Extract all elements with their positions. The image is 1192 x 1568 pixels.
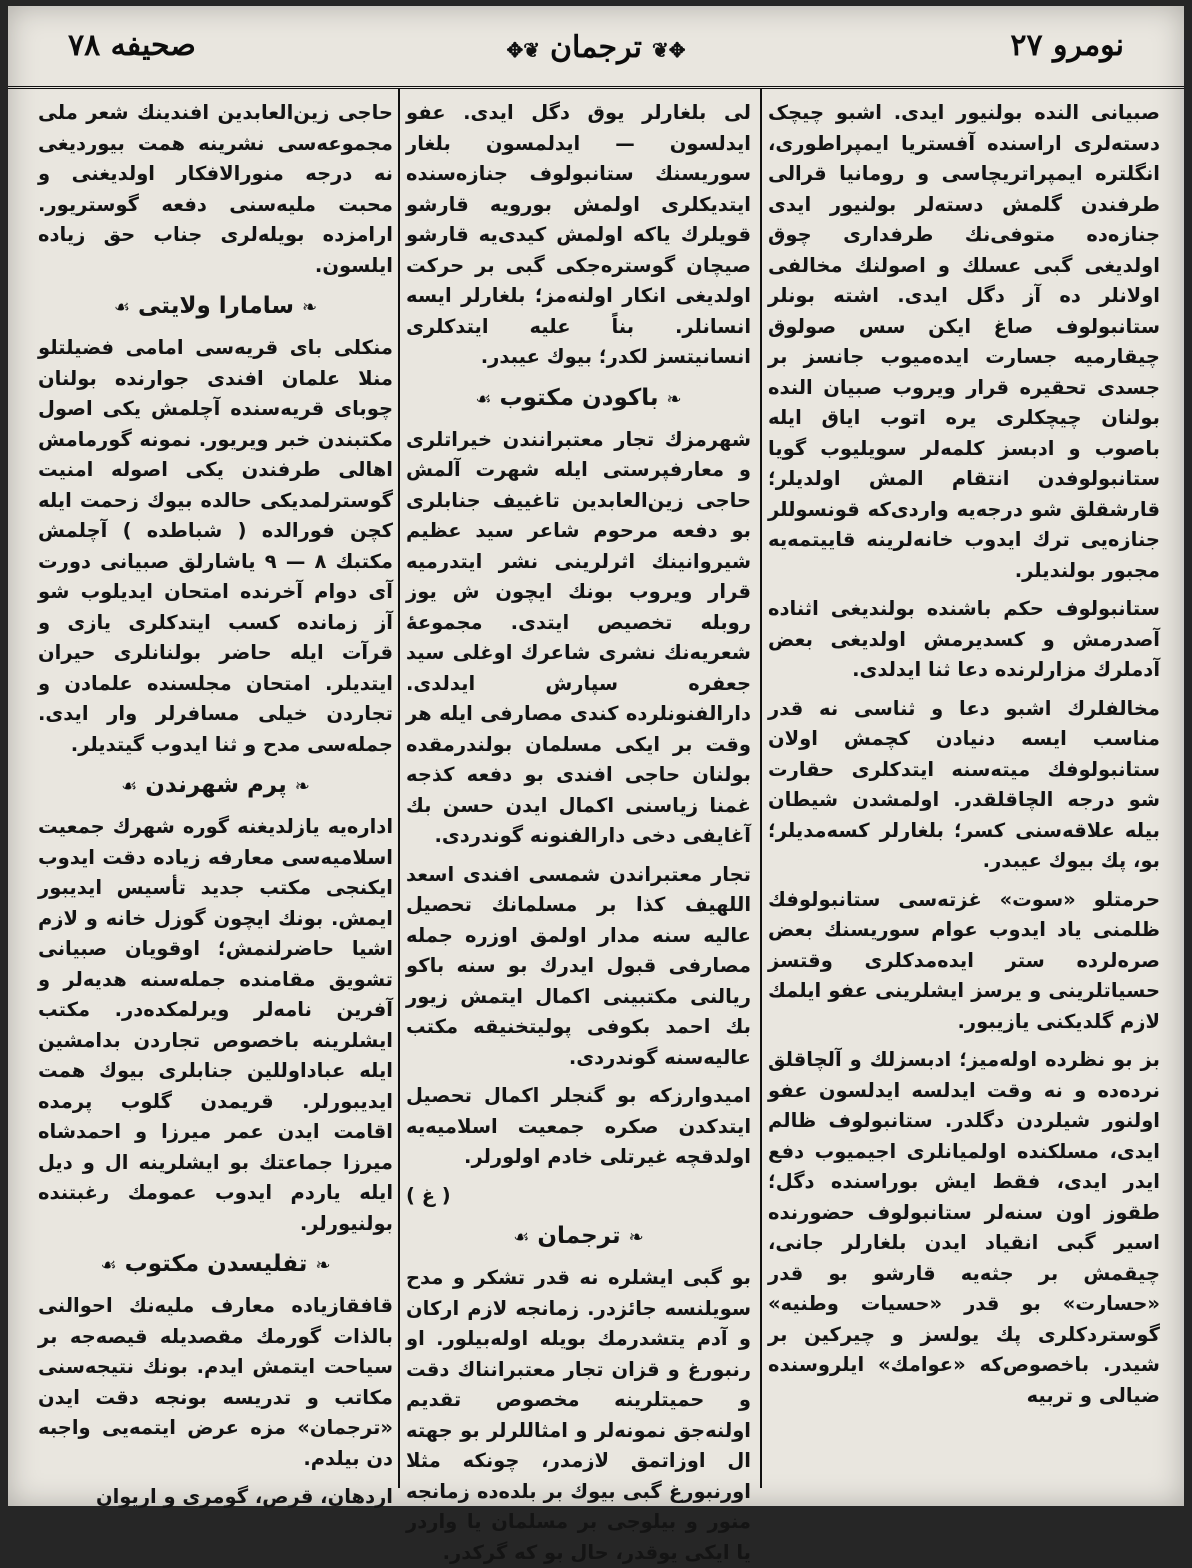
issue-number: نومرو ۲۷: [1010, 28, 1124, 63]
article-paragraph: حرمتلو «سوت» غزته‌سی ستانبولوفك ظلمنی یاد ایدوب عوام سوریسنك بعض صره‌لرده ستر ایده‌مدکلری وقتسز حسیاتلرینی و یرسز ایشلرینی عفو ایلمك لازم گلدیکنی یازیبور.: [768, 887, 1160, 1033]
article-paragraph: بو گبی ایشلره نه قدر تشکر و مدح سویلنسه جائزدر. زمانجه لازم ارکان و آدم یتشدرمك بویله اوله‌بیلور. او رنبورغ و قزان تجار معتبرانناك دقت و حمیتلرینه مخصوص تقدیم اولنه‌جق نمونه‌لر و امثاللرلر بو جهته ال اوزاتمق لازمدر، چونکه مثلا اورنبورغ گبی بیوك بر بلده‌ده زمانجه منور و بیلوجی بر مسلمان یا واردر یا ایکی یوقدر، حال بو که گرکدر.: [406, 1266, 751, 1564]
section-heading: [38, 770, 393, 802]
newspaper-page: [8, 6, 1184, 1564]
masthead: [8, 30, 1184, 65]
section-heading: [38, 291, 393, 323]
article-paragraph: اداره‌یه یازلدیغنه گوره شهرك جمعیت اسلامیه‌سی معارفه زیاده دقت ایدوب ایکنجی مکتب جدید تأسیس ایدیبور ایمش. بونك ایچون گوزل خانه و لازم اشیا حاضرلنمش؛ اوقویان صبیانی تشویق مقامنده جمله‌سنه هدیه‌لر و آفرین نامه‌لر ویرلمکده‌در. مکتب ایشلرینه باخصوص تجاردن بدامشین ایله عباداوللین جنابلری بیوك همت ایدیبورلر. قریمدن گلوب پرمده اقامت ایدن عمر میرزا و احمدشاه میرزا جماعتك بو ایشلرینه ال و دیل ایله یاردم ایدوب عمومك رغبتنده بولنیورلر.: [38, 815, 393, 1235]
heading-text: ترجمان: [537, 1223, 621, 1249]
section-heading: [38, 1249, 393, 1281]
article-paragraph: صبیانی النده بولنیور ایدی. اشبو چیچک دسته‌لری اراسنده آفستریا ایمپراطوری، انگلتره ایمپراتریچاسی و رومانیا قرالی طرفندن گلمش دسته‌لر بولنیور ایدی جنازه‌ده متوفی‌نك طرفداری چوق اولدیغی گبی عسلك و اصولنك مخالفی اولانلر ده آز دگل ایدی. اشته بونلر ستانبولوف صاغ ایکن سس صولوق چیقارمیه جسارت ایده‌میوب جانسز بر جسدی تحقیره قرار ویروب صبیان النده بولنان چیچکلری یره اتوب ایاق ایله باصوب و ادبسز کلمه‌لر سویلیوب گویا ستانبولوفدن انتقام المش اولدیلر؛ قارشقلق شو درجه‌یه واردی‌که قونسوللر جنازه‌یی ترك ایدوب خانه‌لرینه قاییتمه‌یه مجبور بولندیلر.: [768, 101, 1160, 582]
article-paragraph: منکلی بای قریه‌سی امامی فضیلتلو منلا علمان افندی جوارنده بولنان چوبای قریه‌سنده آچلمش یکی اصول مکتبندن خبر ویریور. نمونه گورمامش اهالی طرفندن یکی اصوله امنیت گوسترلمدیکی حالده بیوك زحمت ایله کچن فورالده ( شباطده ) آچلمش مکتبك ۸ — ۹ یاشارلق صبیانی دورت آی دوام آخرنده امتحان ایدیلوب شو آز زمانده کسب ایتدکلری یازی و قرآت ایله حاضر بولنانلری حیران ایتدیلر. امتحان مجلسنده علمادن و تجاردن خیلی مسافرلر وار ایدی. جمله‌سی مدح و ثنا ایدوب گیتدیلر.: [38, 336, 394, 756]
article-paragraph: اردهان، قرص، گومری و اریوان: [95, 1485, 393, 1508]
fleuron-icon: ☙: [475, 388, 492, 410]
heading-text: سامارا ولایتی: [138, 293, 295, 319]
fleuron-icon: ❧: [302, 297, 318, 318]
page-header: [8, 26, 1184, 89]
signature: ( غ ): [406, 1183, 451, 1207]
heading-text: باکودن مکتوب: [499, 384, 659, 411]
fleuron-icon: ☙: [121, 776, 138, 797]
article-paragraph: قافقازیاده معارف ملیه‌نك احوالنی بالذات گورمك مقصدیله قیصه‌جه بر سیاحت ایتمش ایدم. بونك نتیجه‌سنی مکاتب و تدریسه بونجه دقت ایدن «ترجمان» مزه عرض ایتمه‌یی واجبه دن بیلدم.: [38, 1294, 393, 1470]
article-paragraph: شهرمزك تجار معتبرانندن خیراتلری و معارفپرستی ایله شهرت آلمش حاجی زین‌العابدین تاغییف جنابلری بو دفعه مرحوم شاعر سید عظیم شیروانینك اثرلرینی نشر ایتدرمیه قرار ویروب بونك ایچون ش یوز روبله تخصیص ایتدی. مجموعهٔ شعریه‌نك نشری شاعرك اوغلی سید جعفره سپارش ایدلدی. دارالفنونلرده کندی مصارفی ایله هر وقت بر ایکی مسلمان بولندرمقده بولنان حاجی افندی بو دفعه کذجه غمنا زیاسنی اکمال ایدن حسن بك آغایفی دخی دارالفنونه گوندردی.: [406, 427, 751, 847]
column-divider-right: [760, 88, 762, 1488]
section-heading: [406, 383, 751, 415]
heading-text: تفلیسدن مکتوب: [124, 1251, 308, 1277]
page-number: صحیفه ۷۸: [68, 28, 196, 63]
fleuron-icon: ❧: [294, 776, 310, 797]
fleuron-icon: ☙: [100, 1255, 117, 1276]
fleuron-icon: ❧: [666, 388, 682, 410]
right-ornament-icon: ❦✥: [651, 38, 686, 62]
fleuron-icon: ❧: [315, 1255, 331, 1276]
section-heading: [406, 1221, 751, 1253]
paper-title: ترجمان: [550, 30, 642, 65]
article-paragraph: تجار معتبراندن شمسی افندی اسعد اللهیف کذا بر مسلمانك تحصیل عالیه سنه مدار اولمق اوزره جمله مصارفی قبول ایدرك بو سنه باکو ریالنی مکتبینی اکمال ایتمش زیور بك احمد بکوفی پولیتخنیقه مکتب عالیه‌سنه گوندردی.: [406, 862, 751, 1069]
article-paragraph: بز بو نظرده اوله‌میز؛ ادبسزلك و آلچاقلق نرده‌ده و نه وقت ایدلسه ایدلسون عفو اولنور شیلردن دگلدر. ستانبولوف ظالم ایدی، مسلکنده اولمیانلری اجیمیوب دفع ایدر ایدی، فقط ایش بوراسنده دگل؛ طقوز اون سنه‌لر ستانبولوف حضورنده اسیر گبی انقیاد ایدن بلغارلر جانی، چیقمش بر جثه‌یه قارشو بو قدر «حسارت» بو قدر «حسیات وطنیه» گوستردکلری پك یولسز و چیرکین بر شیدر. باخصوص‌که «عوامك» ایلروسنده ضیالی و تربیه: [768, 1048, 1160, 1407]
fleuron-icon: ❧: [628, 1227, 644, 1248]
article-paragraph: حاجی زین‌العابدین افندینك شعر ملی مجموعه‌سی نشرینه همت بیوردیغی نه درجه منورالافکار اولدیغنی و محبت ملیه‌سنی دفعه گوستریور. ارامزده بویله‌لری جناب حق زیاده ایلسون.: [38, 101, 393, 277]
article-paragraph: مخالفلرك اشبو دعا و ثناسی نه قدر مناسب ایسه دنیادن کچمش اولان ستانبولوفك میته‌سنه ایتدکلری حقارت شو درجه الچاقلقدر. اولمشدن شیطان بیله علاقه‌سنی کسر؛ بلغارلر کسه‌مدیلر؛ بو، پك بیوك عیبدر.: [768, 696, 1160, 872]
article-paragraph: ستانبولوف حکم باشنده بولندیغی اثناده آصدرمش و کسدیرمش اولدیغی بعض آدملرك مزارلرنده دعا ثنا ایدلدی.: [768, 597, 1160, 681]
column-divider-left: [398, 88, 400, 1488]
heading-text: پرم شهرندن: [145, 772, 287, 798]
fleuron-icon: ☙: [113, 297, 131, 318]
fleuron-icon: ☙: [513, 1227, 530, 1248]
article-paragraph: امیدوارزکه بو گنجلر اکمال تحصیل ایتدکدن صکره جمعیت اسلامیه‌یه اولدقچه غیرتلی خادم اولورلر.: [406, 1084, 751, 1168]
column-left: [38, 98, 394, 1508]
left-ornament-icon: ✥❦: [506, 38, 541, 62]
column-middle: [406, 98, 751, 1564]
article-paragraph: لی بلغارلر یوق دگل ایدی. عفو ایدلسون — ایدلمسون بلغار سوریسنك ستانبولوف جنازه‌سنده ایتدیکلری اولمش بورویه قارشو قویلرك یاکه اولمش کیدی‌یه قارشو صیچان گوستره‌جکی گبی بر حرکت اولدیغی انکار اولنه‌مز؛ بلغارلر ایسه انسانلر. بناً علیه ایتدکلری انسانیتسز لکدر؛ بیوك عیبدر.: [406, 101, 751, 368]
column-right: [768, 98, 1160, 1498]
